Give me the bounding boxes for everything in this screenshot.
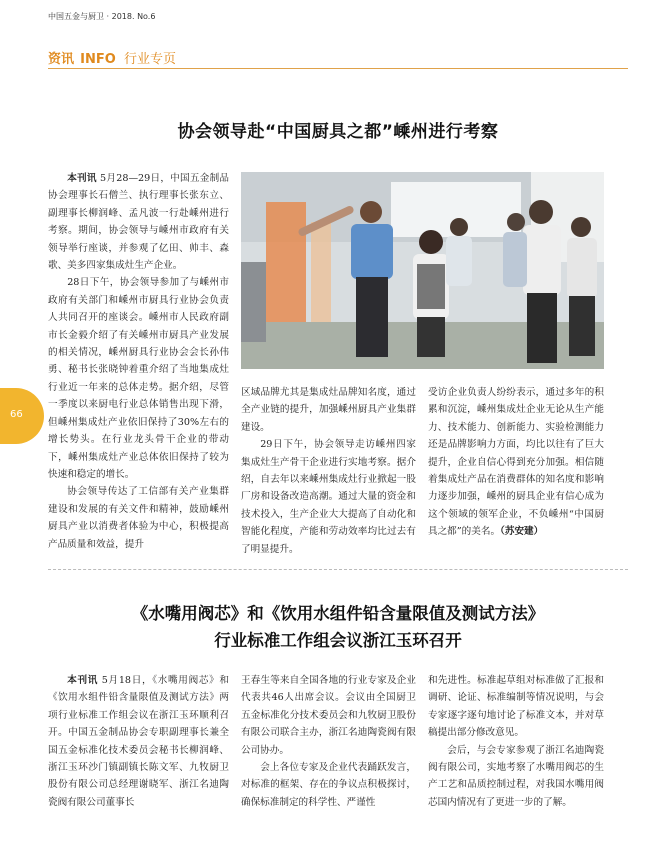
article1-col3: [428, 384, 604, 541]
section-label: [48, 48, 176, 67]
article1-col1: [48, 170, 229, 553]
page-number-badge: [0, 388, 44, 444]
article1-col3-para1: 受访企业负责人纷纷表示，通过多年的积累和沉淀，嵊州集成灶企业无论从生产能力、技术能力、创新能力、实验检测能力还是品牌影响力方面，均比以往有了巨大提升，企业自信心得到充分加强。相信随着集成灶产品在消费群体的知名度和影响力逐步加强，嵊州的厨具企业有信心成为这个领域的领军企业，不负嵊州“中国厨具之都”的美名。（苏安建）: [428, 387, 604, 538]
inspection-photo: [241, 172, 604, 369]
section-sub: 行业专页: [123, 52, 176, 67]
article1-col1-para1: 本刊讯 5月28—29日，中国五金制品协会理事长石僧兰、执行理事长张东立、副理事长柳润峰、孟凡波一行赴嵊州进行考察。期间，协会领导与嵊州市政府有关领导举行座谈，并参观了亿田、帅丰、森歌、美多四家集成灶生产企业。: [48, 173, 230, 272]
article1-author: （苏安建）: [500, 526, 544, 538]
article2-col3-para2: 会后，与会专家参观了浙江名迪陶瓷阀有限公司，实地考察了水嘴用阀芯的生产工艺和品质控制过程，对我国水嘴用阀芯国内情况有了更进一步的了解。: [428, 744, 604, 808]
section-rule: [48, 68, 628, 69]
article2-col3: [428, 672, 604, 811]
page-number: 66: [10, 409, 23, 420]
section-en: INFO: [80, 52, 116, 67]
article1-col2-para2: 29日下午，协会领导走访嵊州四家集成灶生产骨干企业进行实地考察。据介绍，自去年以来嵊州集成灶行业掀起一股厂房和设备改造高潮。通过大量的资金和技术投入，生产企业大大提高了自动化和智能化程度，产能和劳动效率均比过去有了明显提升。: [241, 439, 416, 555]
article1-col1-para2: 28日下午，协会领导参加了与嵊州市政府有关部门和嵊州市厨具行业协会负责人共同召开的座谈会。嵊州市人民政府副市长金毅介绍了有关嵊州市厨具产业发展的相关情况，嵊州厨具行业协会会长孙伟勇、秘书长张晓钟着重介绍了当地集成灶行业近一年来的总体走势。据介绍，尽管一季度以来厨电行业总体销售出现下滑，但嵊州集成灶产业依旧保持了30%左右的增长势头。在行业龙头骨干企业的带动下，嵊州集成灶产业总体依旧保持了较为快速和稳定的增长。: [48, 277, 229, 480]
article1-col2-para1: 区域品牌尤其是集成灶品牌知名度，通过全产业链的提升，加强嵊州厨具产业集群建设。: [241, 387, 416, 433]
article1-title: 协会领导赴“中国厨具之都”嵊州进行考察: [177, 122, 499, 142]
article-divider: [48, 569, 628, 570]
article2-title-line2: 行业标准工作组会议浙江玉环召开: [214, 631, 462, 650]
article1-col1-para3: 协会领导传达了工信部有关产业集群建设和发展的有关文件和精神，鼓励嵊州厨具产业以消费者体验为中心，积极提高产品质量和效益，提升: [48, 486, 229, 550]
article2-title-line1: 《水嘴用阀芯》和《饮用水组件铅含量限值及测试方法》: [131, 604, 545, 623]
journal-header: 中国五金与厨卫 · 2018. No.6: [48, 12, 156, 21]
article2-col2-para1: 王春生等来自全国各地的行业专家及企业代表共46人出席会议。会议由全国厨卫五金标准化分技术委员会和九牧厨卫股份有限公司联合主办，浙江名迪陶瓷阀有限公司协办。: [241, 675, 416, 756]
article2-col1: [48, 672, 229, 811]
article1-col2: [241, 384, 416, 558]
section-cn: 资讯: [48, 52, 75, 67]
photo-illustration: [241, 172, 604, 369]
article2-col2: [241, 672, 416, 811]
article2-col3-para1: 和先进性。标准起草组对标准做了汇报和调研、论证、标准编制等情况说明，与会专家逐字逐句地讨论了标准文本，并对草稿提出部分修改意见。: [428, 675, 604, 739]
article2-col1-para1: 本刊讯 5月18日，《水嘴用阀芯》和《饮用水组件铅含量限值及测试方法》两项行业标准工作组会议在浙江玉环顺利召开。中国五金制品协会专职副理事长兼全国五金标准化技术委员会秘书长柳润峰、浙江玉环沙门镇副镇长陈文军、九牧厨卫股份有限公司总经理谢晓军、浙江名迪陶瓷阀有限公司董事长: [48, 675, 230, 808]
article2-col2-para2: 会上各位专家及企业代表踊跃发言，对标准的框架、存在的争议点积极探讨，确保标准制定的科学性、严谨性: [241, 762, 416, 808]
